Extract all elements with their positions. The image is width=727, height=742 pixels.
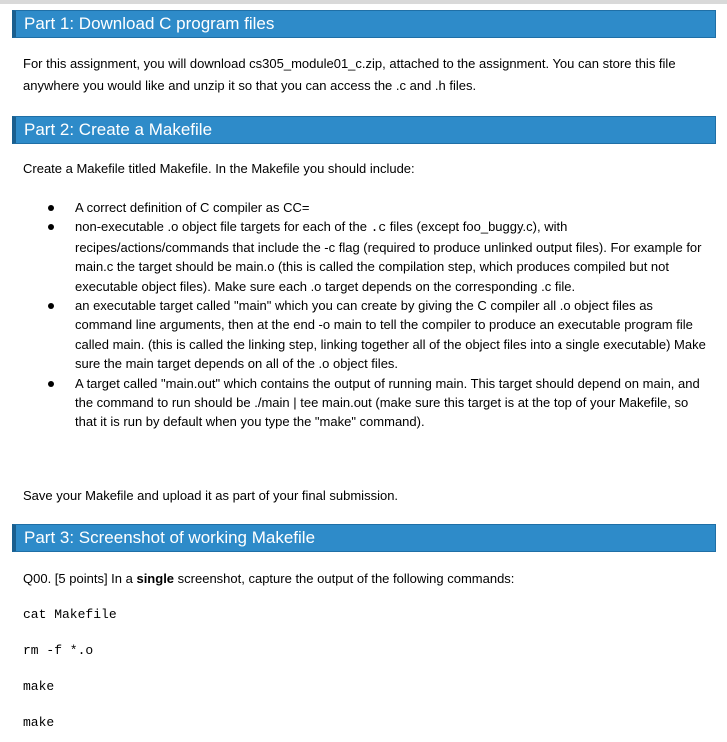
part2-heading: Part 2: Create a Makefile [24, 120, 213, 139]
part1-paragraph: For this assignment, you will download cs305_module01_c.zip, attached to the assignment. You can store this file anywhere you would like and unzip it so that you can access the .c and .h files. [23, 56, 676, 93]
question-text-pre: Q00. [5 points] In a [23, 571, 137, 586]
command-cat-makefile: cat Makefile [23, 607, 117, 622]
question-q00 [23, 568, 708, 590]
bullet-icon [48, 205, 54, 211]
save-note: Save your Makefile and upload it as part of your final submission. [23, 488, 399, 503]
part2-intro: Create a Makefile titled Makefile. In the Makefile you should include: [23, 161, 415, 176]
bullet-text-object-targets-post: files (except foo_buggy.c), with recipes/actions/commands that include the -c flag (required to produce unlinked output files). For example for main.c the target should be main.o (this is called the compilation step, which produces compiled but not executable object files). Make sure each .o target depends on the corresponding .c file. [75, 219, 702, 294]
list-item [23, 296, 708, 374]
requirements-list [23, 198, 708, 432]
part1-heading: Part 1: Download C program files [24, 14, 275, 33]
list-item [23, 198, 708, 217]
command-rm-objects: rm -f *.o [23, 643, 94, 658]
list-item [23, 217, 708, 296]
top-rule [0, 0, 727, 4]
bullet-icon [48, 303, 54, 309]
part3-header [12, 524, 716, 552]
command-make-first: make [23, 679, 55, 694]
bullet-icon [48, 381, 54, 387]
bullet-text-object-targets-pre: non-executable .o object file targets for each of the [75, 219, 371, 235]
bullet-text-main-target: an executable target called "main" which you can create by giving the C compiler all .o object files as command line arguments, then at the end -o main to tell the compiler to produce an executable program file called main. (this is called the linking step, linking together all of the object files into a single executable) Make sure the main target depends on all of the .o object files. [75, 298, 706, 372]
bullet-code-c-ext: .c [370, 220, 387, 236]
part1-header [12, 10, 716, 38]
bullet-text-cc: A correct definition of C compiler as CC= [75, 200, 310, 215]
question-text-bold: single [136, 571, 175, 586]
question-text-post: screenshot, capture the output of the following commands: [174, 571, 515, 586]
list-item [23, 374, 708, 432]
command-make-second: make [23, 715, 55, 730]
bullet-icon [48, 224, 54, 230]
part2-header [12, 116, 716, 144]
part3-heading: Part 3: Screenshot of working Makefile [24, 528, 316, 547]
bullet-text-main-out-target: A target called "main.out" which contains the output of running main. This target should depend on main, and the command to run should be ./main | tee main.out (make sure this target is at the top of your Makefile, so that it is run by default when you type the "make" command). [75, 375, 700, 430]
